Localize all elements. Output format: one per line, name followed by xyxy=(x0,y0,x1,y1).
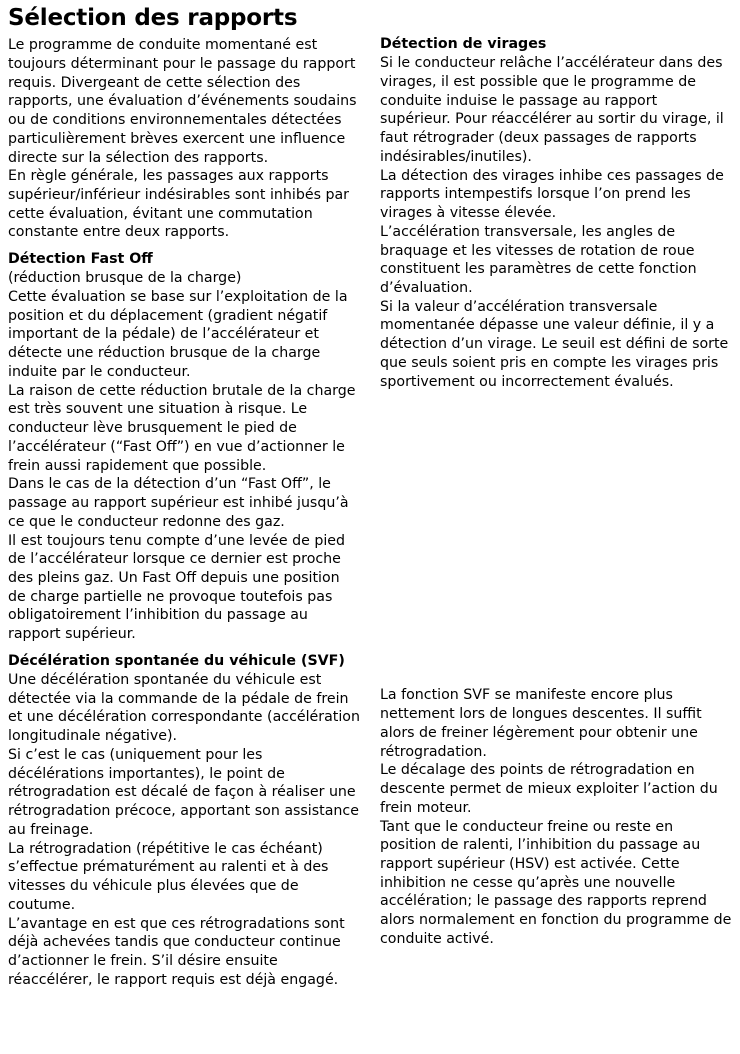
paragraph: (réduction brusque de la charge) xyxy=(8,270,242,287)
paragraph: La fonction SVF se manifeste encore plus nettement lors de longues descentes. Il suffit alors de freiner légèrement pour obtenir une rétrogradation. xyxy=(380,687,702,760)
paragraph: La raison de cette réduction brutale de la charge est très souvent une situation à risque. Le conducteur lève brusquement le pied de l’accélérateur (“Fast Off”) en vue d’actionner le frein aussi rapidement que possible. xyxy=(8,382,356,474)
section-heading-svf: Décélération spontanée du véhicule (SVF) xyxy=(8,652,345,669)
paragraph: Le programme de conduite momentané est toujours déterminant pour le passage du rapport requis. Divergeant de cette sélection des rapports, une évaluation d’événements soudains ou de conditions environnementales détectées particulièrement brèves exercent une influence directe sur la sélection des rapports. xyxy=(8,37,357,166)
paragraph: Si la valeur d’accélération transversale momentanée dépasse une valeur définie, il y a détection d’un virage. Le seuil est défini de sorte que seuls soient pris en compte les virages pris sportivement ou incorrectement évalués. xyxy=(380,298,729,390)
paragraph: Il est toujours tenu compte d’une levée de pied de l’accélérateur lorsque ce dernier est proche des pleins gaz. Un Fast Off depuis une position de charge partielle ne provoque toutefois pas obligatoirement l’inhibition du passage au rapport supérieur. xyxy=(8,532,346,643)
paragraph: La détection des virages inhibe ces passages de rapports intempestifs lorsque l’on prend les virages à vitesse élevée. xyxy=(380,167,724,222)
paragraph: Cette évaluation se base sur l’exploitation de la position et du déplacement (gradient négatif important de la pédale) de l’accélérateur et détecte une réduction brusque de la charge induite par le conducteur. xyxy=(8,288,348,380)
paragraph: L’avantage en est que ces rétrogradations sont déjà achevées tandis que conducteur continue d’actionner le frein. S’il désire ensuite réaccélérer, le rapport requis est déjà engagé. xyxy=(8,915,345,988)
paragraph: L’accélération transversale, les angles de braquage et les vitesses de rotation de roue constituent les paramètres de cette fonction d’évaluation. xyxy=(380,223,697,296)
right-column xyxy=(374,36,732,949)
paragraph: Tant que le conducteur freine ou reste en position de ralenti, l’inhibition du passage au rapport supérieur (HSV) est activée. Cette inhibition ne cesse qu’après une nouvelle accélération; le passage des rapports reprend alors normalement en fonction du programme de conduite activé. xyxy=(380,818,732,947)
left-column xyxy=(8,36,360,989)
section-heading-fast-off: Détection Fast Off xyxy=(8,251,153,268)
paragraph: Si c’est le cas (uniquement pour les décélérations importantes), le point de rétrogradation est décalé de façon à réaliser une rétrogradation précoce, apportant son assistance au freinage. xyxy=(8,746,359,838)
paragraph: Une décélération spontanée du véhicule est détectée via la commande de la pédale de frein et une décélération correspondante (accélération longitudinale négative). xyxy=(8,671,360,745)
two-column-body xyxy=(8,36,732,989)
section-heading-detection-virages: Détection de virages xyxy=(380,36,547,53)
paragraph: La rétrogradation (répétitive le cas échéant) s’effectue prématurément au ralenti et à des vitesses du véhicule plus élevées que de coutume. xyxy=(8,840,329,913)
paragraph: En règle générale, les passages aux rapports supérieur/inférieur indésirables sont inhibés par cette évaluation, évitant une commutation constante entre deux rapports. xyxy=(8,168,349,241)
paragraph: Dans le cas de la détection d’un “Fast Off”, le passage au rapport supérieur est inhibé jusqu’à ce que le conducteur redonne des gaz. xyxy=(8,476,349,530)
paragraph: Le décalage des points de rétrogradation en descente permet de mieux exploiter l’action du frein moteur. xyxy=(380,762,718,816)
right-column-lower-group xyxy=(380,686,732,948)
page-title: Sélection des rapports xyxy=(8,5,298,31)
paragraph: Si le conducteur relâche l’accélérateur dans des virages, il est possible que le programme de conduite induise le passage au rapport supérieur. Pour réaccélérer au sortir du virage, il faut rétrograder (deux passages de rapports indésirables/inutiles). xyxy=(380,55,724,165)
